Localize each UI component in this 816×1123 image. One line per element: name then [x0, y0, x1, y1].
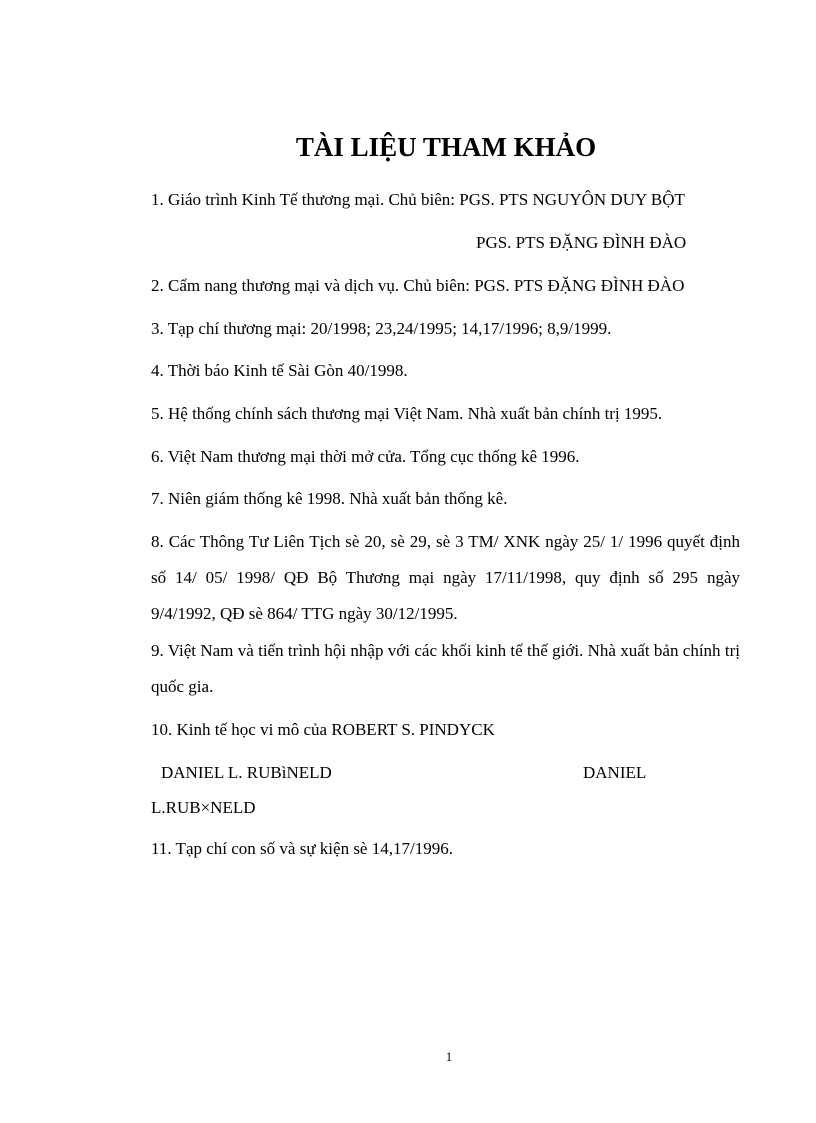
page-title: TÀI LIỆU THAM KHẢO — [295, 132, 597, 162]
reference-11: 11. Tạp chí con số và sự kiện sè 14,17/1996. — [151, 839, 453, 858]
reference-10-line-2-author-b: DANIEL — [583, 763, 647, 782]
reference-9: 9. Việt Nam và tiến trình hội nhập với các khối kinh tế thế giới. Nhà xuất bản chính trị quốc gia. — [151, 641, 740, 696]
reference-10-line-1: 10. Kinh tế học vi mô của ROBERT S. PINDYCK — [151, 720, 495, 739]
reference-6: 6. Việt Nam thương mại thời mở cửa. Tổng cục thống kê 1996. — [151, 447, 580, 466]
reference-3: 3. Tạp chí thương mại: 20/1998; 23,24/1995; 14,17/1996; 8,9/1999. — [151, 319, 612, 338]
reference-1-line-1: 1. Giáo trình Kinh Tế thương mại. Chủ biên: PGS. PTS NGUYÔN DUY BỘT — [151, 190, 685, 209]
reference-8: 8. Các Thông Tư Liên Tịch sè 20, sè 29, sè 3 TM/ XNK ngày 25/ 1/ 1996 quyết định số 14/ 05/ 1998/ QĐ Bộ Thương mại ngày 17/11/1998, quy định số 295 ngày 9/4/1992, QĐ sè 864/ TTG ngày 30/12/1995. — [151, 532, 740, 623]
reference-10-line-2-author-a: DANIEL L. RUBìNELD — [161, 763, 332, 782]
reference-4: 4. Thời báo Kinh tế Sài Gòn 40/1998. — [151, 361, 408, 380]
reference-1-line-2: PGS. PTS ĐẶNG ĐÌNH ĐÀO — [476, 233, 687, 252]
reference-5: 5. Hệ thống chính sách thương mại Việt Nam. Nhà xuất bản chính trị 1995. — [151, 404, 663, 423]
reference-7: 7. Niên giám thống kê 1998. Nhà xuất bản thống kê. — [151, 489, 508, 508]
reference-2: 2. Cẩm nang thương mại và dịch vụ. Chủ biên: PGS. PTS ĐẶNG ĐÌNH ĐÀO — [151, 276, 685, 295]
page-number: 1 — [445, 1049, 453, 1064]
reference-10-line-3: L.RUB×NELD — [151, 798, 256, 817]
